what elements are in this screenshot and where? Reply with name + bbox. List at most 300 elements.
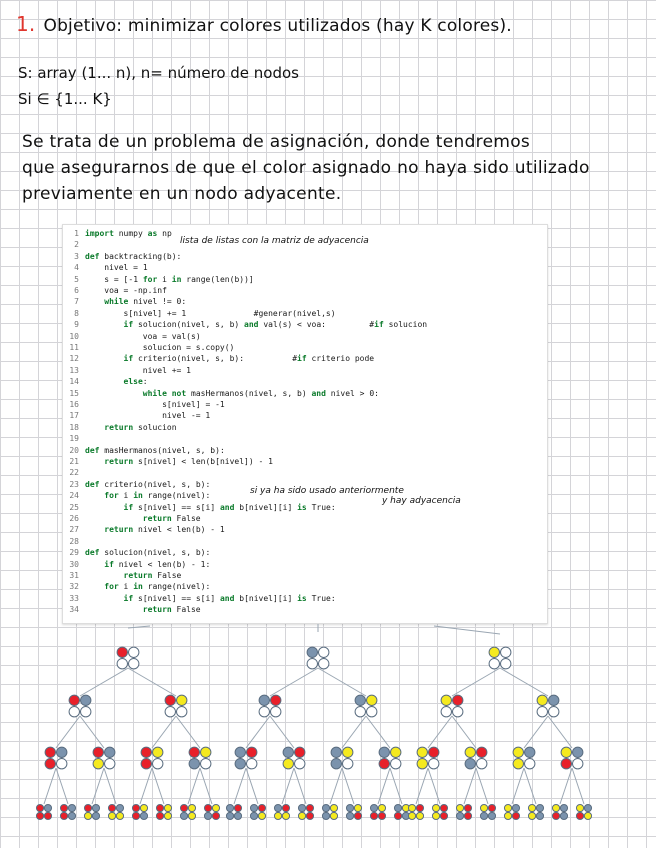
tree-edge (234, 768, 246, 804)
graph-node (528, 812, 535, 819)
tree-edge (246, 768, 258, 804)
graph-node (343, 747, 353, 757)
tree-edge (200, 768, 212, 804)
graph-node (453, 695, 463, 705)
code-keyword: def (85, 445, 100, 455)
annotation-adjacency: y hay adyacencia (382, 496, 461, 506)
graph-node (156, 804, 163, 811)
graph-node (129, 659, 139, 669)
graph-state (283, 747, 305, 769)
graph-node (60, 804, 67, 811)
line-number: 12 (69, 354, 79, 364)
graph-node (537, 707, 547, 717)
graph-node (93, 747, 103, 757)
graph-node (576, 812, 583, 819)
graph-node (501, 647, 511, 657)
graph-node (432, 812, 439, 819)
graph-node (513, 747, 523, 757)
code-keyword: in (171, 274, 182, 284)
graph-node (282, 804, 289, 811)
tree-edge (140, 768, 152, 804)
line-number: 21 (69, 457, 79, 466)
graph-node (549, 695, 559, 705)
graph-node (188, 812, 195, 819)
graph-node (189, 747, 199, 757)
code-text: return s[nivel] < len(b[nivel]) - 1 (104, 457, 273, 466)
graph-node (536, 812, 543, 819)
graph-node (489, 659, 499, 669)
line-number: 14 (69, 377, 79, 387)
graph-state (93, 747, 115, 769)
graph-node (416, 804, 423, 811)
tree-edge (434, 626, 500, 634)
graph-node (189, 759, 199, 769)
graph-node (69, 695, 79, 705)
graph-state (441, 695, 463, 717)
line-number: 31 (69, 571, 79, 580)
graph-node (560, 804, 567, 811)
graph-state (180, 804, 195, 819)
graph-state (141, 747, 163, 769)
line-number: 3 (74, 251, 79, 261)
graph-node (45, 747, 55, 757)
graph-node (259, 707, 269, 717)
graph-node (456, 812, 463, 819)
graph-state (165, 695, 187, 717)
line-number: 22 (69, 468, 79, 478)
graph-state (307, 647, 329, 669)
graph-node (306, 812, 313, 819)
graph-node (561, 747, 571, 757)
line-number: 10 (69, 331, 79, 341)
graph-state (132, 804, 147, 819)
graph-node (250, 804, 257, 811)
graph-node (57, 747, 67, 757)
graph-node (259, 695, 269, 705)
code-line (63, 560, 210, 570)
code-keyword: while (104, 297, 129, 307)
graph-node (180, 812, 187, 819)
graph-node (44, 804, 51, 811)
tree-edge (80, 668, 128, 696)
line-number: 19 (69, 434, 79, 444)
line-number: 17 (69, 411, 79, 421)
code-line (63, 343, 234, 353)
tree-edge (378, 768, 390, 804)
tree-edge (318, 668, 366, 696)
code-keyword: while (142, 388, 167, 398)
graph-node (165, 707, 175, 717)
coloring-search-tree (0, 622, 656, 848)
graph-node (105, 747, 115, 757)
code-keyword: if (123, 502, 134, 512)
graph-node (525, 759, 535, 769)
graph-node (81, 695, 91, 705)
graph-node (394, 812, 401, 819)
code-keyword: return (142, 605, 172, 615)
code-keyword: and (244, 320, 259, 330)
graph-node (319, 659, 329, 669)
code-line (63, 571, 181, 581)
tree-edge (572, 768, 584, 804)
code-line (63, 400, 225, 410)
graph-node (441, 695, 451, 705)
code-screenshot (62, 224, 548, 624)
line-number: 27 (69, 525, 79, 535)
graph-node (432, 804, 439, 811)
code-line (63, 389, 379, 399)
graph-node (188, 804, 195, 811)
annotation-adjacency-list: lista de listas con la matriz de adyacencia (180, 236, 369, 246)
line-number: 25 (69, 502, 79, 512)
code-text: nivel -= 1 (162, 411, 211, 421)
graph-node (488, 804, 495, 811)
graph-node (528, 804, 535, 811)
graph-node (560, 812, 567, 819)
graph-node (45, 759, 55, 769)
code-line (63, 229, 172, 239)
tree-edge (152, 716, 176, 748)
code-line (63, 332, 201, 342)
code-text: def backtracking(b): (85, 251, 182, 261)
graph-node (283, 747, 293, 757)
tree-edge (342, 768, 354, 804)
line-number: 29 (69, 548, 79, 558)
graph-node (283, 759, 293, 769)
tree-edge (282, 768, 294, 804)
line-number: 26 (69, 514, 79, 523)
tree-edge (128, 668, 176, 696)
graph-node (69, 707, 79, 717)
tree-edge (330, 768, 342, 804)
graph-node (429, 759, 439, 769)
tree-edge (92, 768, 104, 804)
line-number: 1 (74, 229, 79, 238)
graph-node (464, 812, 471, 819)
code-text: def masHermanos(nivel, s, b): (85, 445, 225, 455)
graph-node (274, 812, 281, 819)
graph-node (417, 747, 427, 757)
graph-node (165, 695, 175, 705)
graph-node (60, 812, 67, 819)
graph-node (235, 759, 245, 769)
graph-node (408, 812, 415, 819)
graph-node (354, 812, 361, 819)
tree-edge (452, 716, 476, 748)
graph-node (212, 804, 219, 811)
graph-state (355, 695, 377, 717)
tree-edge (524, 716, 548, 748)
tree-edge (104, 768, 116, 804)
graph-node (226, 812, 233, 819)
annotation-used: si ya ha sido usado anteriormente (250, 486, 404, 496)
tree-edge (512, 768, 524, 804)
graph-state (204, 804, 219, 819)
code-keyword: import (85, 229, 114, 238)
graph-state (84, 804, 99, 819)
line-number: 5 (74, 274, 79, 284)
code-line (63, 491, 210, 501)
graph-node (501, 659, 511, 669)
code-line (63, 434, 85, 444)
graph-node (367, 707, 377, 717)
graph-node (141, 747, 151, 757)
code-line (63, 605, 201, 615)
section-title-text: Objetivo: minimizar colores utilizados (hay K colores). (43, 16, 512, 36)
tree-edge (476, 768, 488, 804)
line-number: 2 (74, 240, 79, 250)
line-number: 8 (74, 308, 79, 318)
graph-node (504, 812, 511, 819)
graph-node (177, 695, 187, 705)
code-line (63, 423, 177, 433)
tree-edge (548, 716, 572, 748)
graph-node (84, 812, 91, 819)
code-keyword: if (123, 593, 134, 603)
graph-node (204, 804, 211, 811)
graph-node (378, 804, 385, 811)
code-keyword: return (104, 422, 134, 432)
graph-node (68, 812, 75, 819)
line-number: 6 (74, 286, 79, 295)
code-text: voa = val(s) (142, 331, 201, 341)
graph-node (489, 647, 499, 657)
code-line (63, 366, 191, 376)
graph-node (234, 804, 241, 811)
code-text: import numpy as np (85, 229, 172, 238)
code-keyword: and (219, 502, 235, 512)
graph-node (391, 759, 401, 769)
code-line (63, 320, 427, 330)
tree-edge (188, 768, 200, 804)
graph-node (370, 804, 377, 811)
graph-node (298, 812, 305, 819)
graph-state (394, 804, 409, 819)
code-line (63, 411, 210, 421)
code-line (63, 240, 85, 250)
code-keyword: if (297, 354, 307, 364)
code-line (63, 252, 181, 262)
graph-node (156, 812, 163, 819)
code-line (63, 594, 336, 604)
tree-edge (560, 768, 572, 804)
tree-edge (270, 668, 318, 696)
graph-node (282, 812, 289, 819)
code-keyword: for (104, 491, 119, 501)
graph-node (319, 647, 329, 657)
line-number: 13 (69, 365, 79, 375)
code-text: if s[nivel] == s[i] and b[nivel][i] is True: (123, 502, 336, 512)
graph-node (379, 747, 389, 757)
code-line (63, 514, 201, 524)
tree-edge (152, 768, 164, 804)
line-number: 11 (69, 343, 79, 352)
graph-node (370, 812, 377, 819)
graph-state (274, 804, 289, 819)
graph-node (153, 759, 163, 769)
graph-node (36, 804, 43, 811)
line-number: 28 (69, 536, 79, 546)
code-keyword: is (297, 593, 307, 603)
code-keyword: def (85, 251, 100, 261)
graph-node (354, 804, 361, 811)
graph-node (177, 707, 187, 717)
graph-node (408, 804, 415, 811)
graph-node (464, 804, 471, 811)
line-number: 34 (69, 605, 79, 615)
graph-node (331, 747, 341, 757)
code-text: if solucion(nivel, s, b) and val(s) < voa: #if solucion (123, 320, 428, 330)
definition-s: S: array (1... n), n= número de nodos (18, 64, 300, 82)
graph-node (549, 707, 559, 717)
graph-node (480, 804, 487, 811)
graph-node (330, 804, 337, 811)
graph-node (537, 695, 547, 705)
graph-state (69, 695, 91, 717)
graph-node (295, 759, 305, 769)
graph-node (153, 747, 163, 757)
code-text: for i in range(nivel): (104, 582, 211, 592)
graph-node (234, 812, 241, 819)
code-keyword: if (374, 320, 384, 330)
tree-edge (342, 716, 366, 748)
graph-node (477, 759, 487, 769)
graph-state (480, 804, 495, 819)
code-keyword: for (142, 274, 158, 284)
graph-node (525, 747, 535, 757)
code-text: for i in range(nivel): (104, 491, 211, 501)
code-text: voa = -np.inf (104, 286, 167, 295)
code-line (63, 377, 148, 387)
code-line (63, 354, 374, 364)
code-text: nivel += 1 (142, 365, 191, 375)
graph-node (379, 759, 389, 769)
graph-node (429, 747, 439, 757)
definition-si: Si ∈ {1... K} (18, 90, 112, 108)
graph-node (477, 747, 487, 757)
code-text: return False (142, 514, 201, 523)
graph-state (331, 747, 353, 769)
graph-node (92, 812, 99, 819)
graph-node (250, 812, 257, 819)
code-text: s[nivel] += 1 #generar(nivel,s) (123, 308, 336, 318)
graph-state (513, 747, 535, 769)
graph-state (346, 804, 361, 819)
graph-state (379, 747, 401, 769)
graph-node (132, 812, 139, 819)
graph-state (60, 804, 75, 819)
graph-node (453, 707, 463, 717)
tree-edge (56, 768, 68, 804)
tree-edge (176, 716, 200, 748)
line-number: 33 (69, 593, 79, 603)
graph-state (561, 747, 583, 769)
graph-node (322, 812, 329, 819)
code-keyword: return (104, 457, 134, 466)
code-line (63, 503, 336, 513)
graph-node (204, 812, 211, 819)
tree-edge (128, 626, 150, 628)
line-number: 4 (74, 263, 79, 273)
graph-state (552, 804, 567, 819)
graph-node (512, 812, 519, 819)
graph-node (552, 812, 559, 819)
graph-node (295, 747, 305, 757)
code-line (63, 446, 225, 456)
paragraph-line-2: que asegurarnos de que el color asignado no haya sido utilizado (22, 158, 590, 178)
graph-state (156, 804, 171, 819)
tree-edge (80, 716, 104, 748)
graph-state (298, 804, 313, 819)
code-text: while nivel != 0: (104, 297, 187, 307)
code-keyword: def (85, 479, 100, 489)
graph-node (355, 695, 365, 705)
graph-node (504, 804, 511, 811)
graph-node (355, 707, 365, 717)
code-line (63, 525, 225, 535)
code-keyword: def (85, 548, 100, 558)
graph-node (513, 759, 523, 769)
code-line (63, 263, 148, 273)
graph-state (408, 804, 423, 819)
code-line (63, 468, 85, 478)
graph-node (394, 804, 401, 811)
graph-state (322, 804, 337, 819)
code-text: def criterio(nivel, s, b): (85, 479, 211, 489)
graph-node (44, 812, 51, 819)
section-number: 1. (16, 12, 36, 36)
graph-node (105, 759, 115, 769)
graph-node (116, 812, 123, 819)
tree-edge (390, 768, 402, 804)
graph-node (140, 812, 147, 819)
code-line (63, 309, 336, 319)
code-line (63, 286, 167, 296)
graph-node (298, 804, 305, 811)
graph-node (274, 804, 281, 811)
line-number: 20 (69, 445, 79, 455)
code-line (63, 297, 186, 307)
graph-state (235, 747, 257, 769)
graph-node (576, 804, 583, 811)
paragraph-line-1: Se trata de un problema de asignación, donde tendremos (22, 132, 531, 152)
graph-node (164, 812, 171, 819)
code-keyword: is (297, 502, 307, 512)
graph-node (180, 804, 187, 811)
graph-node (488, 812, 495, 819)
code-keyword: in (133, 582, 143, 592)
code-keyword: for (104, 582, 119, 592)
graph-state (117, 647, 139, 669)
graph-node (57, 759, 67, 769)
tree-edge (416, 768, 428, 804)
graph-node (117, 659, 127, 669)
tree-edge (428, 768, 440, 804)
graph-node (552, 804, 559, 811)
tree-edge (270, 716, 294, 748)
tree-edge (428, 716, 452, 748)
graph-node (164, 804, 171, 811)
graph-state (36, 804, 51, 819)
code-text: if criterio(nivel, s, b): #if criterio pode (123, 354, 375, 364)
graph-node (512, 804, 519, 811)
code-keyword: and (311, 388, 326, 398)
graph-node (271, 695, 281, 705)
tree-edge (464, 768, 476, 804)
graph-state (417, 747, 439, 769)
tree-edge (56, 716, 80, 748)
graph-node (116, 804, 123, 811)
